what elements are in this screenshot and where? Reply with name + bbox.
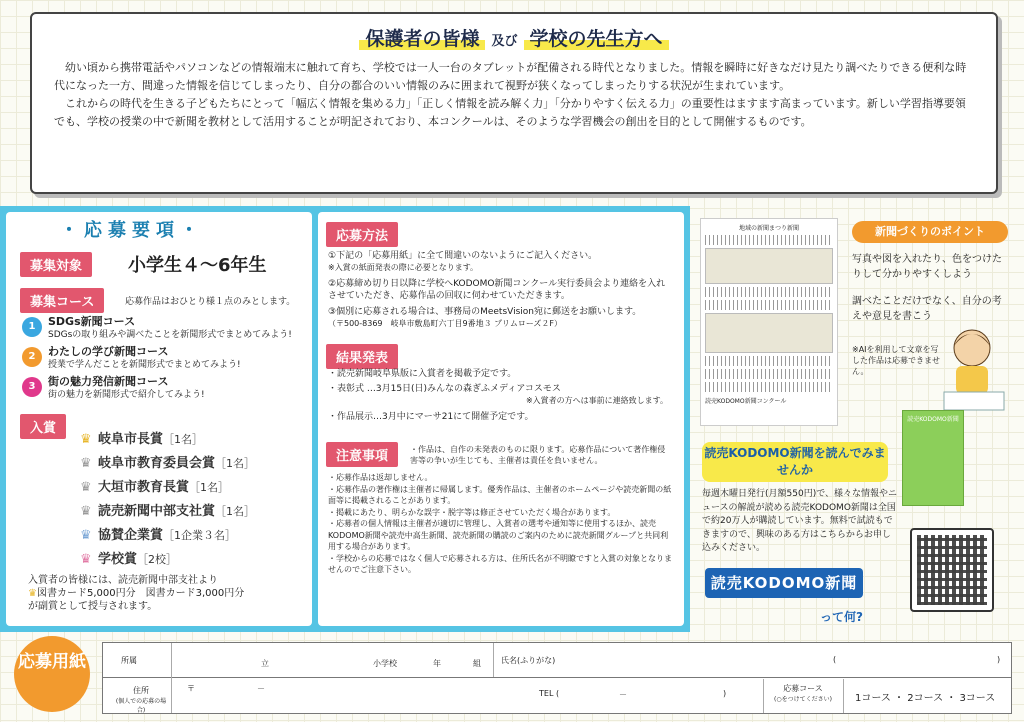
child-writing-illustration (938, 322, 1008, 414)
intro-paragraph-2: これからの時代を生きる子どもたちにとって「幅広く情報を集める力」「正しく情報を読み解く力」「分かりやすく伝える力」の重要性はますます高まっています。新しい学習指導要領でも、学校の授業の中で新聞を教材として活用することが明記されており、本コンクールは、そのような学習機会の創出を目的として開催するものです。 (54, 97, 966, 128)
point-2: 調べたことだけでなく、自分の考えや意見を書こう (852, 296, 1002, 322)
result-list: ・読売新聞岐阜県版に入賞者を掲載予定です。 ・表彰式 …3月15日(日)みんなの森ぎふメディアコスモス ※入賞者の方へは事前に連絡致します。 ・作品展示…3月中にマーサ21にて開催予定です。 (328, 369, 668, 422)
notes-label: 注意事項 (326, 442, 398, 467)
award-item: ♛ 大垣市教育長賞［1名］ (80, 480, 230, 495)
crown-icon: ♛ (80, 480, 92, 495)
course-number-badge: 3 (22, 377, 42, 397)
postal-mark[interactable]: 〒 (187, 684, 195, 693)
postal-dash[interactable]: － (257, 684, 265, 693)
crown-icon: ♛ (80, 504, 92, 519)
crown-icon: ♛ (80, 552, 92, 567)
class-field[interactable]: 組 (473, 659, 481, 668)
award-label: 入賞 (20, 414, 66, 439)
intro-paragraph-1: 幼い頃から携帯電話やパソコンなどの情報端末に触れて育ち、学校では一人一台のタブレットが配備される時代となりました。情報を瞬時に好きなだけ見たり調べたりできる便利な時代になった一方、間違った情報を信じてしまったり、自分の都合のいい情報のみに囲まれて視野が狭くなってしまったりする状況が生まれています。 (54, 61, 967, 92)
tel-dash[interactable]: － (619, 690, 627, 699)
award-item: ♛ 岐阜市長賞［1名］ (80, 432, 204, 447)
course-item-2: 2 わたしの学び新聞コース 授業で学んだことを新聞形式でまとめてみよう! (48, 346, 241, 371)
method-item-1: ①下記の「応募用紙」に全て間違いのないようにご記入ください。 ※入賞の紙面発表の際に必要となります。 (328, 251, 598, 272)
award-item: ♛ 読売新聞中部支社賞［1名］ (80, 504, 256, 519)
qr-code[interactable] (910, 528, 994, 612)
tel-label[interactable]: TEL ( (539, 689, 560, 698)
target-value: 小学生４～6年生 (128, 255, 267, 276)
kodomo-invite-banner: 読売KODOMO新聞を読んでみませんか (702, 442, 888, 482)
kodomo-logo: 読売KODOMO新聞 (705, 568, 863, 598)
application-form (102, 642, 1012, 714)
method-item-2: ②応募締め切り日以降に学校へKODOMO新聞コンクール実行委員会より連絡を入れさせていただき、応募作品の回収に伺わせていただきます。 (328, 279, 666, 301)
method-label: 応募方法 (326, 222, 398, 247)
notes-list: ・応募作品は返却しません。 ・応募作品の著作権は主催者に帰属します。優秀作品は、主催者のホームページや読売新聞の紙面等に掲載されることがあります。 ・掲載にあたり、明らかな誤字・脱字等は修正させていただく場合があります。 ・応募者の個人情報は主催者が適切に管理し、入賞者の選考や通知等に使用するほか、読売KODOMO新聞や読売中高生新聞、読売新聞の購読のご案内のために読売新聞グループと共同利用する場合があります。 ・学校からの応募ではなく個人で応募される方は、住所氏名が不明瞭ですと入賞の対象となりませんのでご注意下さい。 (328, 473, 672, 574)
method-item-3: ③個別に応募される場合は、事務局のMeetsVision宛に郵送をお願いします。 （〒500-8369 岐阜市敷島町六丁目9番地３ プリムローズ２F） (328, 307, 642, 328)
course-select-label: 応募コース (○をつけてください) (774, 684, 832, 703)
course-number-badge: 1 (22, 317, 42, 337)
school-shogakko[interactable]: 小学校 (373, 659, 397, 668)
points-note: ※AIを利用して文章を写した作品は応募できません。 (852, 345, 940, 376)
target-label: 募集対象 (20, 252, 92, 277)
name-field-close[interactable]: ) (997, 655, 1001, 664)
course-item-3: 3 街の魅力発信新聞コース 街の魅力を新聞形式で紹介してみよう! (48, 376, 205, 401)
crown-icon: ♛ (80, 456, 92, 471)
crown-icon: ♛ (80, 432, 92, 447)
name-label: 氏名(ふりがな) (501, 656, 556, 665)
intro-title: 保護者の皆様 及び 学校の先生方へ (54, 24, 974, 51)
course-number-badge: 2 (22, 347, 42, 367)
name-field-open[interactable]: ( (833, 655, 837, 664)
course-options[interactable]: 1コース ・ 2コース ・ 3コース (855, 693, 996, 704)
award-item: ♛ 協賛企業賞［1企業３名］ (80, 528, 237, 543)
address-label: 住所 (個人での応募の場合) (115, 686, 167, 714)
result-label: 結果発表 (326, 344, 398, 369)
crown-icon: ♛ (28, 588, 37, 599)
kodomo-description: 毎週木曜日発行(月額550円)で、様々な情報やニュースの解説が読める読売KODOMO新聞は全国で約20万人が購読しています。無料で試読もできますので、興味のある方はこちらからお申し込みください。 (702, 489, 898, 553)
tel-close[interactable]: ) (723, 689, 727, 698)
grade-field[interactable]: 年 (433, 659, 441, 668)
points-title: 新聞づくりのポイント (852, 221, 1008, 243)
crown-icon: ♛ (80, 528, 92, 543)
guidelines-heading: ・応募要項・ (60, 220, 204, 241)
intro-box (30, 12, 998, 194)
qr-code-icon (917, 535, 987, 605)
kodomo-logo-caption: って何? (820, 610, 863, 624)
sample-newspaper: 地域の新聞まつり新聞 読売KODOMO新聞コンクール (700, 218, 838, 426)
award-footnote: 入賞者の皆様には、読売新聞中部支社より ♛図書カード5,000円分 図書カード3,000円分 が副賞として授与されます。 (28, 575, 245, 612)
course-label: 募集コース (20, 288, 104, 313)
course-item-1: 1 SDGs新聞コース SDGsの取り組みや調べたことを新聞形式でまとめてみよう! (48, 316, 292, 341)
award-item: ♛ 岐阜市教育委員会賞［1名］ (80, 456, 256, 471)
course-note: 応募作品はおひとり様１点のみとします。 (125, 297, 296, 307)
point-1: 写真や図を入れたり、色をつけたりして分かりやすくしよう (852, 254, 1002, 280)
note-1: ・作品は、自作の未発表のものに限ります。応募作品について著作権侵害等の争いが生じても、主催者は責任を負いません。 (410, 445, 666, 465)
application-form-stamp: 応募用紙 (14, 636, 90, 712)
school-label: 所属 (121, 656, 137, 665)
school-ritsu[interactable]: 立 (261, 659, 269, 668)
kodomo-magazine-cover: 読売KODOMO新聞 (902, 410, 964, 506)
award-item: ♛ 学校賞［2校］ (80, 552, 178, 567)
